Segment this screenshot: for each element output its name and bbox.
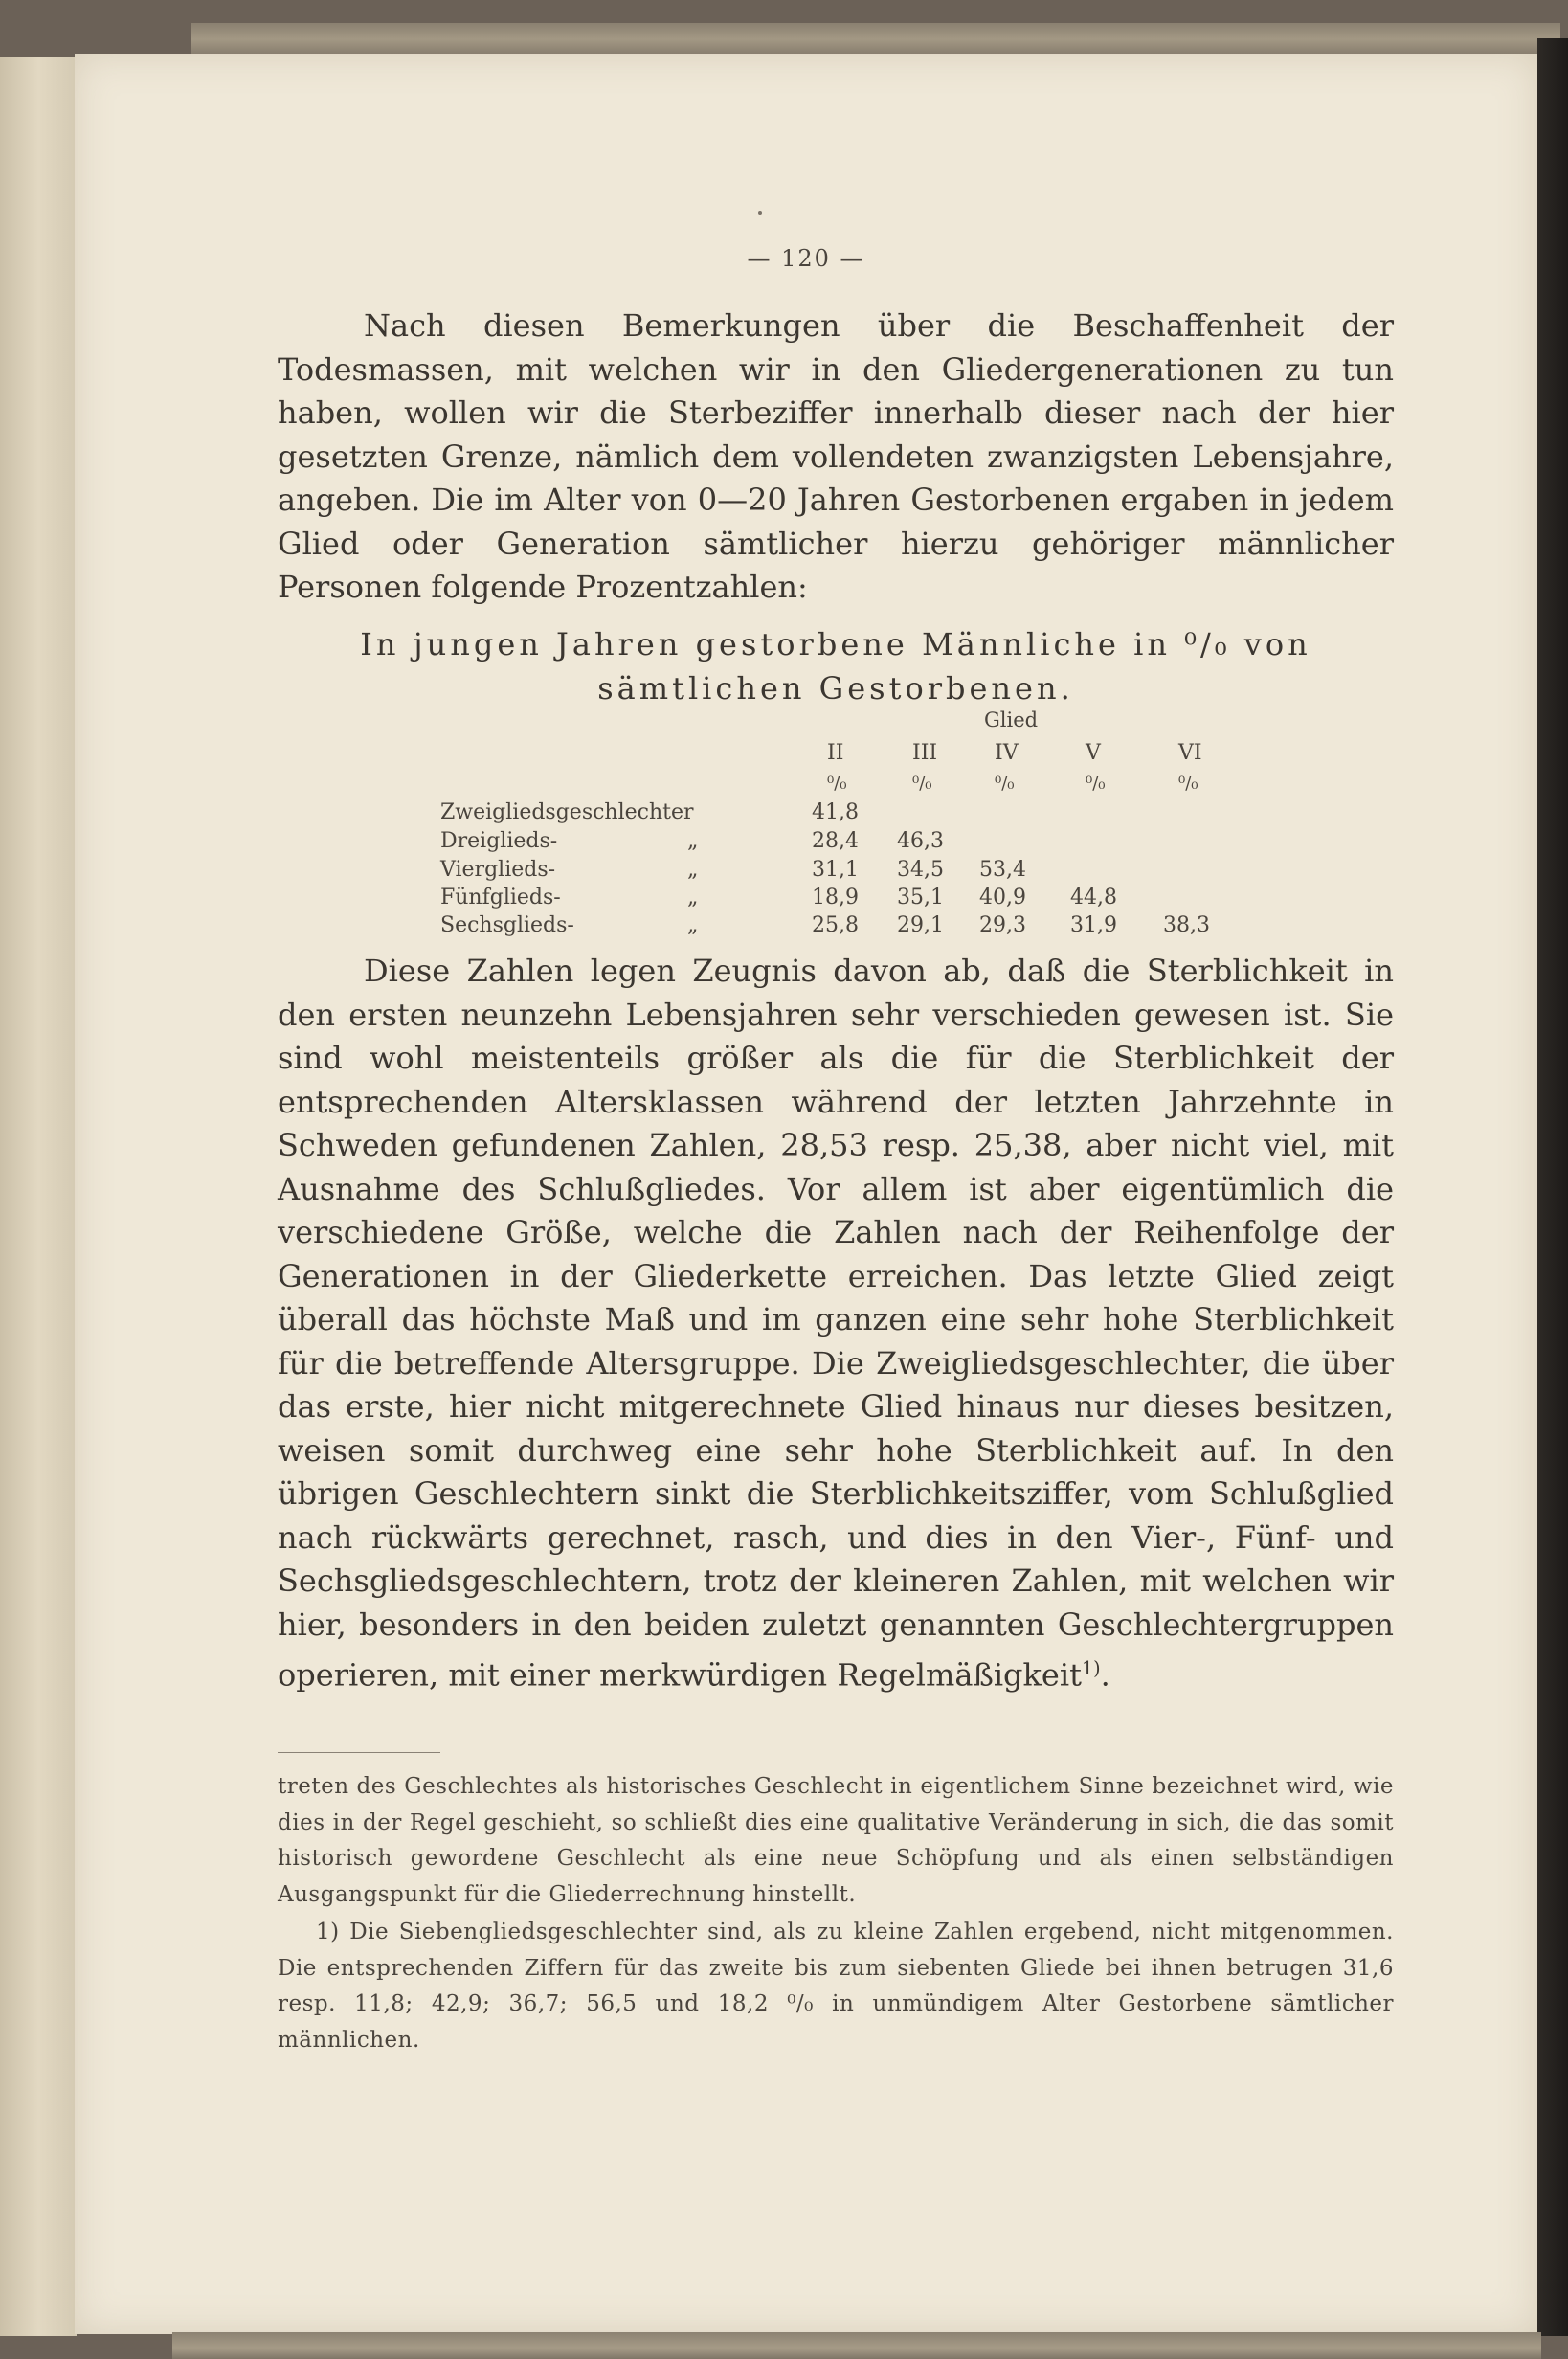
table-glied-header: Glied [984,708,1039,731]
table-column-header: V [1086,741,1101,765]
table-cell: 31,1 [812,858,859,882]
table-unit-label: ⁰/₀ [1086,774,1106,794]
table-row [440,886,1302,912]
book-left-edge [0,57,77,2336]
table-column-header: IV [995,741,1019,765]
paragraph-2 [278,950,1394,1697]
table-cell: 34,5 [897,858,944,882]
paragraph-2-end: . [1100,1656,1110,1694]
footnote-1: 1) Die Siebengliedsgeschlechter sind, als zu kleine Zahlen ergebend, nicht mitgenommen. Die entsprechenden Ziffern für das zweite bis zum siebenten Gliede bei ihnen betrugen 31,6 resp. 11,8; 42,9; 36,7; 56,5 und 18,2 ⁰/₀ in unmündigem Alter Gestorbene sämtlicher männlichen. [278,1920,1394,2053]
paragraph-1-text: Nach diesen Bemerkungen über die Beschaffenheit der Todesmassen, mit welchen wir in den Gliedergenerationen zu tun haben, wollen wir die Sterbeziffer innerhalb dieser nach der hier gesetzten Grenze, nämlich dem vollendeten zwanzigsten Lebensjahre, angeben. Die im Alter von 0—20 Jahren Gestorbenen ergaben in jedem Glied oder Generation sämtlicher hierzu gehöriger männlicher Personen folgende Prozentzahlen: [278,307,1394,605]
footnotes [278,1769,1394,2058]
table-row [440,913,1302,940]
table-cell: 46,3 [897,829,944,853]
table-unit-label: ⁰/₀ [912,774,932,794]
footnote-divider [278,1752,440,1753]
table-cell: 25,8 [812,913,859,937]
footnote-continued: treten des Geschlechtes als historisches Geschlecht in eigentlichem Sinne bezeichnet wird, wie dies in der Regel geschieht, so schließt dies eine qualitative Veränderung in sich, die das somit historisch gewordene Geschlecht als eine neue Schöpfung und als einen selbständigen Ausgangspunkt für die Gliederrechnung hinstellt. [278,1774,1394,1907]
paragraph-1 [278,304,1394,610]
table-column-header: VI [1178,741,1202,765]
table-row-label: Vierglieds- [440,858,556,882]
ink-speck [758,211,762,215]
table-cell: 40,9 [979,886,1026,910]
table-row [440,829,1302,856]
table-title-line-1: In jungen Jahren gestorbene Männliche in ⁰/₀ von [360,626,1311,663]
scan-top-edge [191,23,1560,56]
table-cell: 53,4 [979,858,1026,882]
table-cell: 44,8 [1070,886,1117,910]
paragraph-2-body: Diese Zahlen legen Zeugnis davon ab, daß die Sterblichkeit in den ersten neunzehn Lebensjahren sehr verschieden gewesen ist. Sie sind wohl meistenteils größer als die für die Sterblichkeit der entsprechenden Altersklassen während der letzten Jahrzehnte in Schweden gefundenen Zahlen, 28,53 resp. 25,38, aber nicht viel, mit Ausnahme des Schlußgliedes. Vor allem ist aber eigentümlich die verschiedene Größe, welche die Zahlen nach der Reihenfolge der Generationen in der Gliederkette erreichen. Das letzte Glied zeigt überall das höchste Maß und im ganzen eine sehr hohe Sterblichkeit für die betreffende Altersgruppe. Die Zweigliedsgeschlechter, die über das erste, hier nicht mitgerechnete Glied hinaus nur dieses besitzen, weisen somit durchweg eine sehr hohe Sterblichkeit auf. In den übrigen Geschlechtern sinkt die Sterblichkeitsziffer, vom Schlußglied nach rückwärts gerechnet, rasch, und dies in den Vier-, Fünf- und Sechsgliedsgeschlechtern, trotz der kleineren Zahlen, mit welchen wir hier, besonders in den beiden zuletzt genannten Geschlechtergruppen operieren, mit einer merkwürdigen Regelmäßigkeit [278,953,1394,1694]
table-row-label: Fünfglieds- [440,886,561,910]
book-right-edge [1537,38,1568,2336]
paragraph-2-text [278,950,1394,1697]
table-row-label: Sechsglieds- [440,913,574,937]
table-cell: 38,3 [1163,913,1210,937]
table-cell: 29,3 [979,913,1026,937]
table-unit-label: ⁰/₀ [1178,774,1198,794]
table-cell: 28,4 [812,829,859,853]
table-row-ditto: „ [687,858,699,882]
table-unit-label: ⁰/₀ [995,774,1015,794]
table-row-ditto: „ [687,886,699,910]
table-cell: 35,1 [897,886,944,910]
table-column-header: III [912,741,938,765]
table-row-ditto: „ [687,829,699,853]
table-row-ditto: „ [687,913,699,937]
table-cell: 41,8 [812,800,859,824]
table-row-label: Dreiglieds- [440,829,558,853]
table-cell: 31,9 [1070,913,1117,937]
page-number: — 120 — [747,245,865,272]
table-title-line-2: sämtlichen Gestorbenen. [597,670,1074,707]
table-cell: 18,9 [812,886,859,910]
table-row [440,800,1302,827]
footnote-mark: 1) [1081,1657,1101,1679]
table-column-header: II [827,741,844,765]
table-unit-label: ⁰/₀ [827,774,847,794]
table-title [278,622,1394,710]
table-row [440,858,1302,885]
table-cell: 29,1 [897,913,944,937]
scan-bottom-edge [172,2332,1541,2359]
table-row-label: Zweigliedsgeschlechter [440,800,694,824]
